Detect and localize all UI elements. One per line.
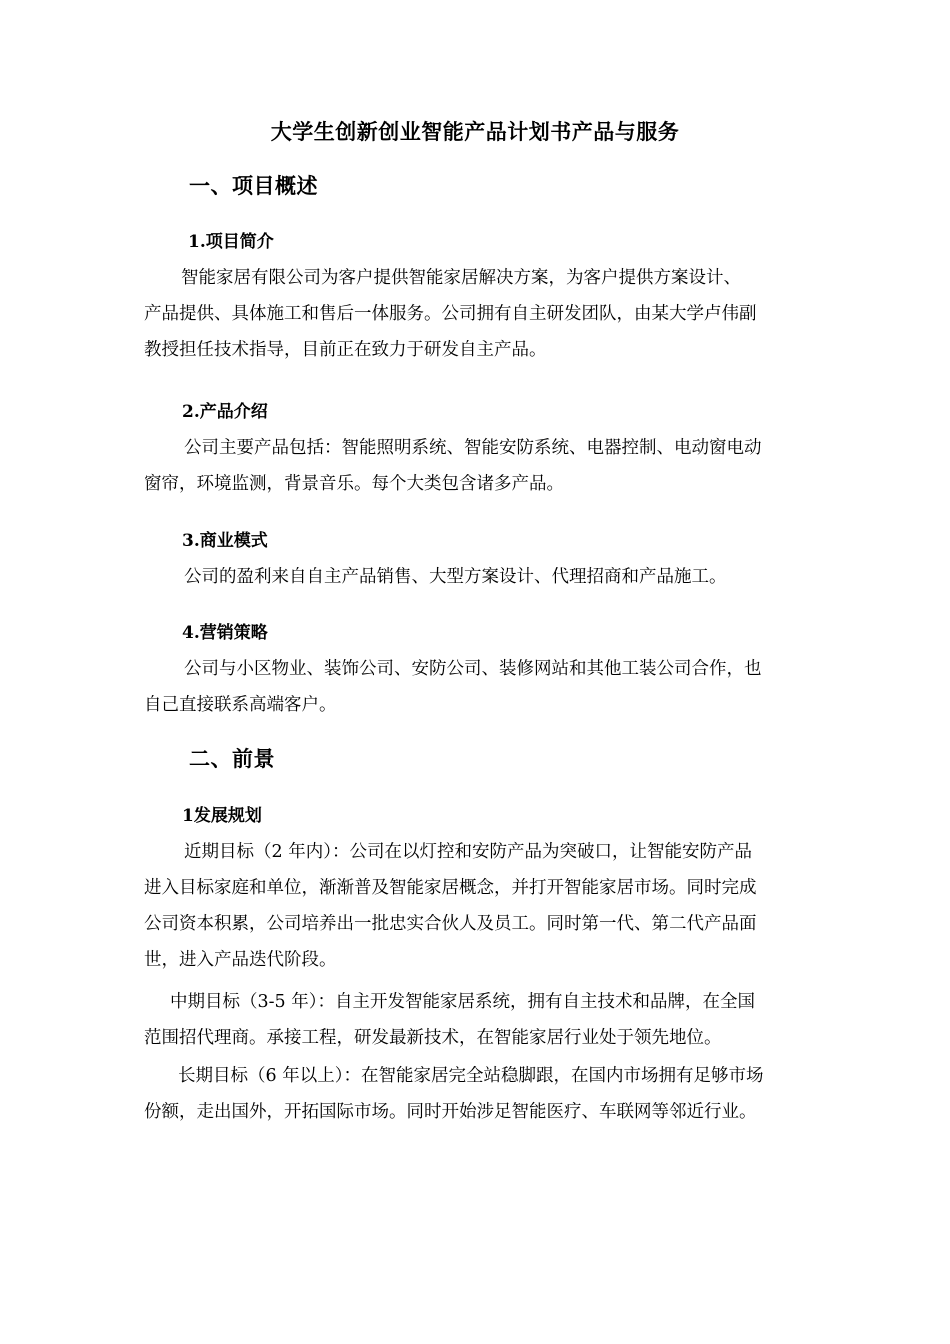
paragraph-line: 窗帘，环境监测，背景音乐。每个大类包含诸多产品。 [144, 474, 564, 494]
subsection-heading-marketing: 4.营销策略 [182, 623, 268, 643]
paragraph-line: 公司的盈利来自自主产品销售、大型方案设计、代理招商和产品施工。 [184, 567, 727, 587]
section-heading-outlook: 二、前景 [189, 746, 275, 771]
paragraph-line: 智能家居有限公司为客户提供智能家居解决方案，为客户提供方案设计、 [181, 268, 741, 288]
paragraph-long-term [144, 1058, 816, 1130]
paragraph-line: 自己直接联系高端客户。 [144, 695, 337, 715]
subsection-heading-business-model: 3.商业模式 [182, 531, 268, 551]
paragraph-line: 份额，走出国外，开拓国际市场。同时开始涉足智能医疗、车联网等邻近行业。 [144, 1102, 757, 1122]
paragraph-line: 公司与小区物业、装饰公司、安防公司、装修网站和其他工装公司合作，也 [184, 659, 762, 679]
paragraph-line: 公司资本积累，公司培养出一批忠实合伙人及员工。同时第一代、第二代产品面 [144, 914, 757, 934]
paragraph-business-model [144, 559, 816, 595]
paragraph-line: 教授担任技术指导，目前正在致力于研发自主产品。 [144, 340, 547, 360]
paragraph-line: 公司主要产品包括：智能照明系统、智能安防系统、电器控制、电动窗电动 [184, 438, 762, 458]
paragraph-line: 近期目标（2 年内）：公司在以灯控和安防产品为突破口，让智能安防产品 [184, 842, 752, 862]
subsection-heading-development-plan: 1发展规划 [182, 806, 262, 826]
paragraph-line: 产品提供、具体施工和售后一体服务。公司拥有自主研发团队，由某大学卢伟副 [144, 304, 757, 324]
paragraph-mid-term [144, 984, 816, 1056]
paragraph-marketing [144, 651, 816, 723]
subsection-heading-products: 2.产品介绍 [182, 402, 268, 422]
paragraph-products [144, 430, 816, 502]
paragraph-line: 进入目标家庭和单位，渐渐普及智能家居概念，并打开智能家居市场。同时完成 [144, 878, 757, 898]
section-heading-overview: 一、项目概述 [189, 173, 318, 198]
paragraph-line: 世，进入产品迭代阶段。 [144, 950, 337, 970]
document-title: 大学生创新创业智能产品计划书产品与服务 [270, 119, 680, 144]
subsection-heading-intro: 1.项目简介 [188, 232, 274, 252]
paragraph-near-term [144, 834, 816, 978]
paragraph-line: 长期目标（6 年以上）：在智能家居完全站稳脚跟，在国内市场拥有足够市场 [178, 1066, 764, 1086]
paragraph-intro [144, 260, 816, 368]
paragraph-line: 中期目标（3-5 年）：自主开发智能家居系统，拥有自主技术和品牌，在全国 [170, 992, 755, 1012]
paragraph-line: 范围招代理商。承接工程，研发最新技术，在智能家居行业处于领先地位。 [144, 1028, 722, 1048]
